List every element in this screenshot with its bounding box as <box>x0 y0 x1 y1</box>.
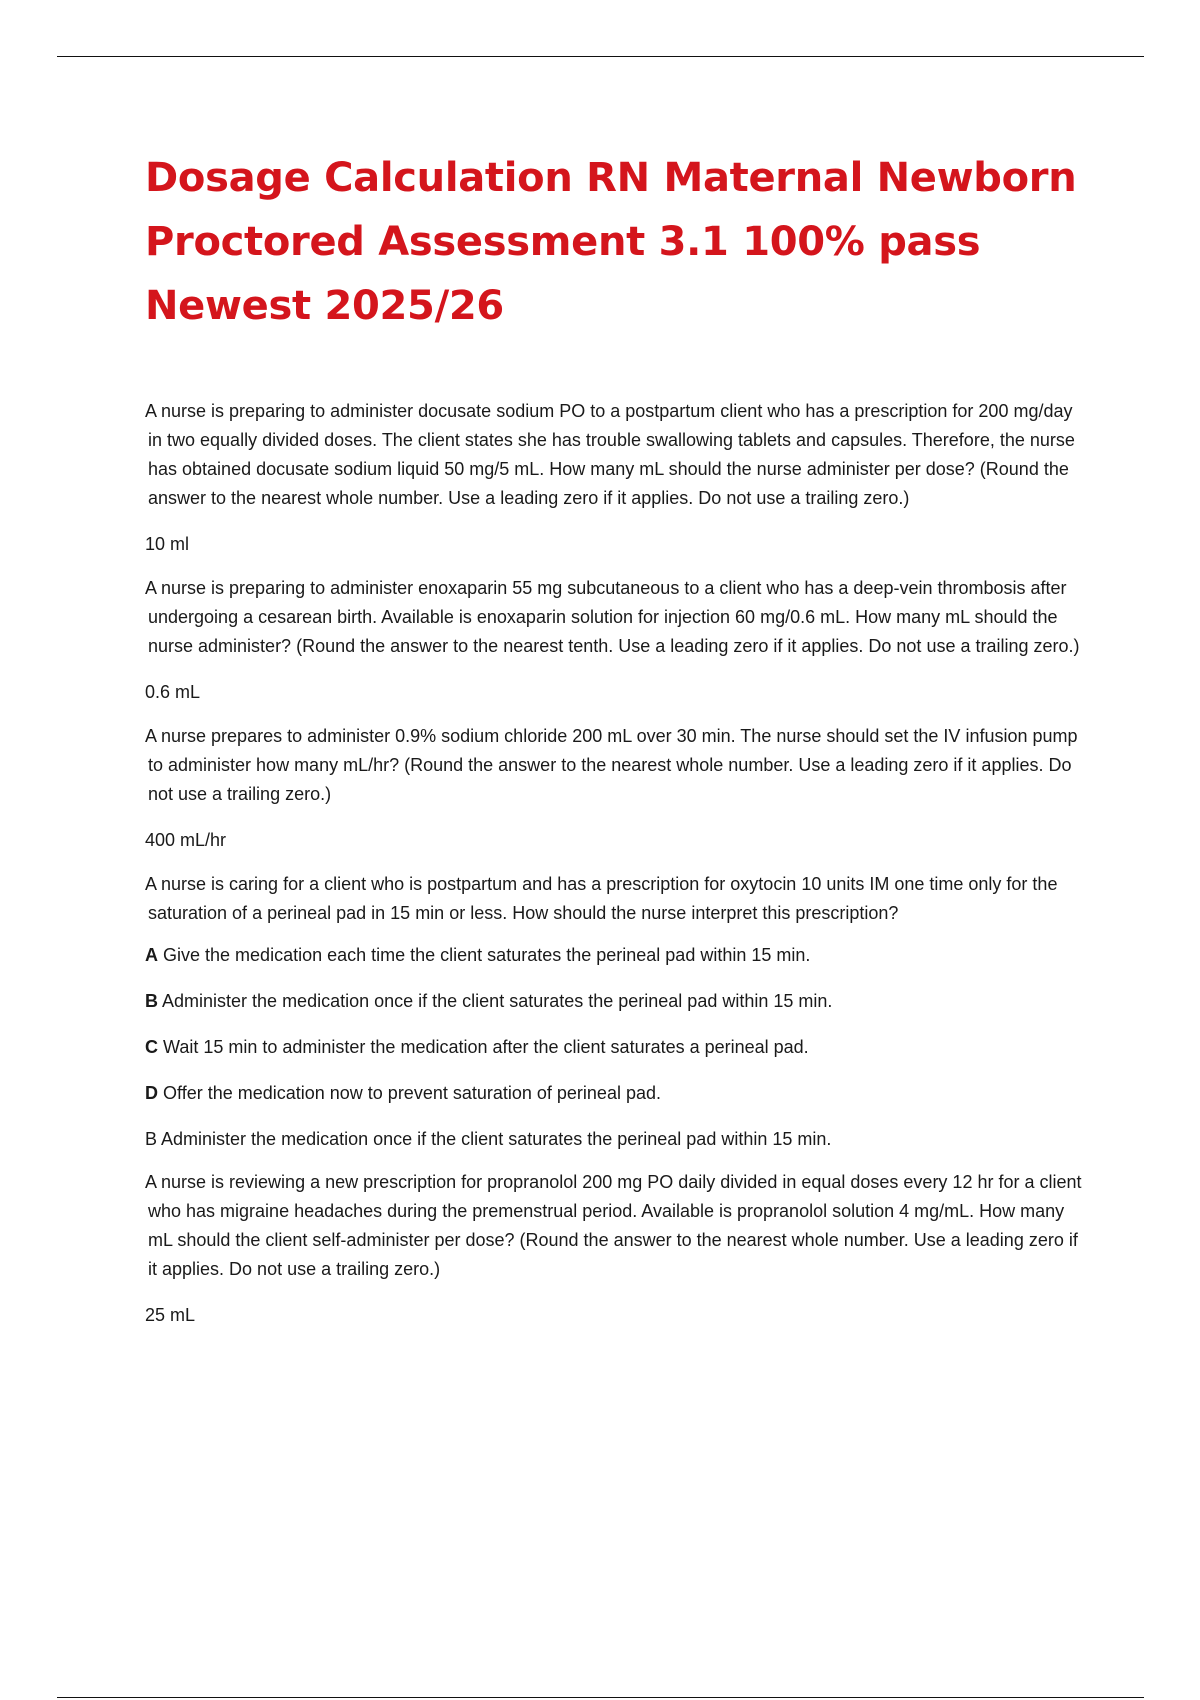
question-1-answer: 10 ml <box>145 534 190 554</box>
question-3-text: A nurse prepares to administer 0.9% sodium chloride 200 mL over 30 min. The nurse should set the IV infusion pump to administer how many mL/hr? (Round the answer to the nearest whole number. Use a leading zero if it applies. Do not use a trailing zero.) <box>145 726 1078 804</box>
option-d-letter: D <box>145 1083 158 1103</box>
option-a-letter: A <box>145 945 158 965</box>
option-a <box>145 941 1090 970</box>
option-d-text: Offer the medication now to prevent saturation of perineal pad. <box>163 1083 661 1103</box>
option-b-text: Administer the medication once if the client saturates the perineal pad within 15 min. <box>162 991 833 1011</box>
option-c <box>145 1033 1090 1062</box>
question-3-answer: 400 mL/hr <box>145 830 227 850</box>
option-b <box>145 987 1090 1016</box>
page-title: Dosage Calculation RN Maternal Newborn Proctored Assessment 3.1 100% pass Newest 2025/26 <box>145 155 1077 329</box>
question-1-text: A nurse is preparing to administer docusate sodium PO to a postpartum client who has a prescription for 200 mg/day in two equally divided doses. The client states she has trouble swallowing tablets and capsules. Therefore, the nurse has obtained docusate sodium liquid 50 mg/5 mL. How many mL should the nurse administer per dose? (Round the answer to the nearest whole number. Use a leading zero if it applies. Do not use a trailing zero.) <box>145 401 1075 508</box>
option-d <box>145 1079 1090 1108</box>
option-c-letter: C <box>145 1037 158 1057</box>
question-2-text: A nurse is preparing to administer enoxaparin 55 mg subcutaneous to a client who has a deep-vein thrombosis after undergoing a cesarean birth. Available is enoxaparin solution for injection 60 mg/0.6 mL. How many mL should the nurse administer? (Round the answer to the nearest tenth. Use a leading zero if it applies. Do not use a trailing zero.) <box>145 578 1080 656</box>
option-b-letter: B <box>145 991 158 1011</box>
question-2-answer: 0.6 mL <box>145 682 201 702</box>
question-4-answer: B Administer the medication once if the client saturates the perineal pad within 15 min. <box>145 1129 832 1149</box>
header-rule <box>57 56 1144 57</box>
option-c-text: Wait 15 min to administer the medication after the client saturates a perineal pad. <box>163 1037 809 1057</box>
question-4-options <box>145 941 1090 1108</box>
question-list <box>145 397 1090 1345</box>
question-5-text: A nurse is reviewing a new prescription for propranolol 200 mg PO daily divided in equal doses every 12 hr for a client who has migraine headaches during the premenstrual period. Available is propranolol solution 4 mg/mL. How many mL should the client self-administer per dose? (Round the answer to the nearest whole number. Use a leading zero if it applies. Do not use a trailing zero.) <box>145 1172 1082 1279</box>
footer-rule <box>57 1697 1144 1698</box>
question-4-text: A nurse is caring for a client who is postpartum and has a prescription for oxytocin 10 units IM one time only for the saturation of a perineal pad in 15 min or less. How should the nurse interpret this prescription? <box>145 874 1058 923</box>
option-a-text: Give the medication each time the client saturates the perineal pad within 15 min. <box>163 945 811 965</box>
question-5-answer: 25 mL <box>145 1305 196 1325</box>
